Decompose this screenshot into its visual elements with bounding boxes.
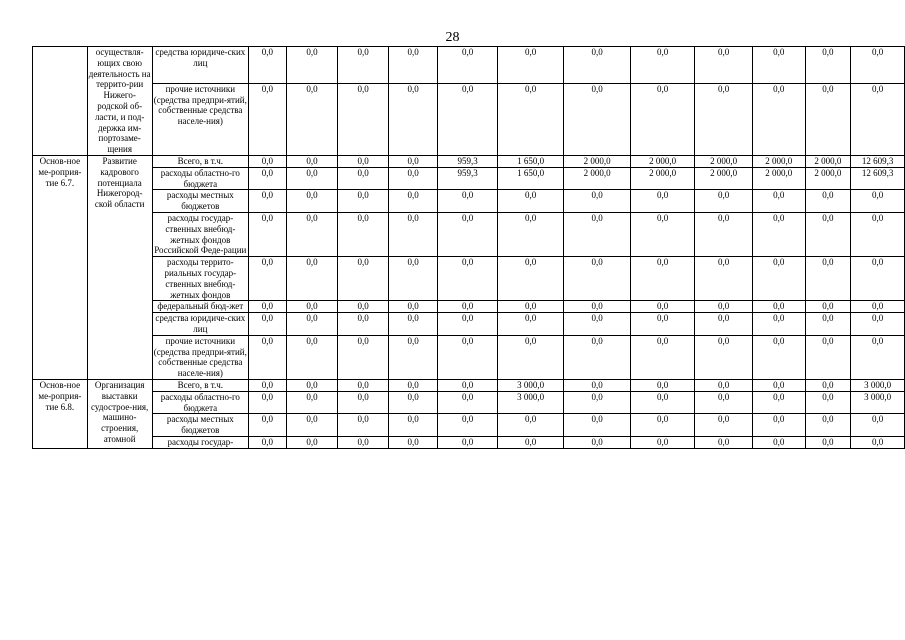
value-cell: 12 609,3 [851,167,905,190]
value-cell: 2 000,0 [752,155,805,167]
value-cell: 0,0 [388,47,438,84]
value-cell: 0,0 [752,436,805,448]
value-cell: 0,0 [497,190,563,213]
value-cell: 0,0 [695,379,753,391]
funding-source-label: Всего, в т.ч. [152,155,248,167]
value-cell: 0,0 [805,83,851,155]
value-cell: 0,0 [249,257,287,301]
value-cell: 0,0 [249,379,287,391]
value-cell: 0,0 [286,335,338,379]
value-cell: 0,0 [851,436,905,448]
funding-source-label: расходы местных бюджетов [152,414,248,437]
value-cell: 2 000,0 [630,167,694,190]
value-cell: 0,0 [851,47,905,84]
value-cell: 0,0 [805,301,851,313]
value-cell: 0,0 [286,379,338,391]
value-cell: 0,0 [752,257,805,301]
value-cell: 0,0 [388,167,438,190]
value-cell: 2 000,0 [564,167,630,190]
value-cell: 0,0 [630,190,694,213]
value-cell: 0,0 [438,391,498,414]
measure-code: Основ-ное ме-роприя-тие 6.7. [33,155,88,379]
table-row [33,414,905,437]
value-cell: 0,0 [630,335,694,379]
value-cell: 0,0 [695,212,753,256]
value-cell: 0,0 [338,257,389,301]
funding-source-label: расходы областно-го бюджета [152,391,248,414]
value-cell: 0,0 [388,155,438,167]
table-row [33,335,905,379]
value-cell: 0,0 [695,391,753,414]
value-cell: 0,0 [388,83,438,155]
value-cell: 0,0 [630,257,694,301]
value-cell: 0,0 [249,414,287,437]
value-cell: 0,0 [249,212,287,256]
value-cell: 0,0 [286,257,338,301]
value-cell: 0,0 [695,335,753,379]
funding-source-label: расходы государ-ственных внебюд-жетных фондов Российской Феде-рации [152,212,248,256]
value-cell: 0,0 [564,83,630,155]
funding-source-label: расходы террито-риальных государ-ственных внебюд-жетных фондов [152,257,248,301]
value-cell: 0,0 [805,257,851,301]
value-cell: 959,3 [438,155,498,167]
value-cell: 0,0 [388,301,438,313]
value-cell: 0,0 [338,155,389,167]
value-cell: 0,0 [630,301,694,313]
value-cell: 0,0 [564,436,630,448]
funding-source-label: федеральный бюд-жет [152,301,248,313]
table-row [33,391,905,414]
value-cell: 0,0 [338,301,389,313]
value-cell: 0,0 [695,190,753,213]
value-cell: 0,0 [438,47,498,84]
value-cell: 0,0 [249,436,287,448]
table-row [33,212,905,256]
value-cell: 0,0 [497,212,563,256]
value-cell: 0,0 [286,313,338,336]
value-cell: 0,0 [388,212,438,256]
value-cell: 0,0 [388,414,438,437]
funding-source-label: Всего, в т.ч. [152,379,248,391]
value-cell: 0,0 [497,83,563,155]
value-cell: 0,0 [497,47,563,84]
measure-name: Развитие кадрового потенциала Нижегород-ской области [87,155,152,379]
value-cell: 0,0 [438,379,498,391]
value-cell: 0,0 [752,83,805,155]
value-cell: 0,0 [338,313,389,336]
value-cell: 0,0 [851,313,905,336]
table-row [33,167,905,190]
value-cell: 0,0 [805,391,851,414]
value-cell: 0,0 [388,335,438,379]
value-cell: 2 000,0 [752,167,805,190]
value-cell: 0,0 [630,436,694,448]
value-cell: 0,0 [286,155,338,167]
value-cell: 0,0 [338,190,389,213]
value-cell: 0,0 [805,335,851,379]
value-cell: 0,0 [805,47,851,84]
table-row [33,83,905,155]
value-cell: 0,0 [388,379,438,391]
value-cell: 0,0 [438,212,498,256]
value-cell: 0,0 [564,212,630,256]
value-cell: 2 000,0 [695,167,753,190]
funding-source-label: прочие источники (средства предпри-ятий, собственные средства населе-ния) [152,83,248,155]
value-cell: 2 000,0 [805,155,851,167]
value-cell: 0,0 [752,301,805,313]
value-cell: 0,0 [438,313,498,336]
value-cell: 0,0 [286,212,338,256]
value-cell: 0,0 [497,257,563,301]
table-row [33,47,905,84]
value-cell: 0,0 [752,313,805,336]
value-cell: 0,0 [249,335,287,379]
value-cell: 0,0 [249,391,287,414]
value-cell: 0,0 [564,414,630,437]
value-cell: 0,0 [630,212,694,256]
value-cell: 0,0 [805,313,851,336]
value-cell: 0,0 [338,414,389,437]
value-cell: 0,0 [695,414,753,437]
value-cell: 0,0 [851,301,905,313]
value-cell: 0,0 [438,301,498,313]
value-cell: 0,0 [564,190,630,213]
table-row [33,155,905,167]
value-cell: 0,0 [851,190,905,213]
value-cell: 3 000,0 [497,391,563,414]
value-cell: 0,0 [286,167,338,190]
value-cell: 0,0 [388,391,438,414]
value-cell: 0,0 [338,83,389,155]
value-cell: 0,0 [388,313,438,336]
value-cell: 1 650,0 [497,155,563,167]
measure-name: Организация выставки судострое-ния, машино-строения, атомной [87,379,152,448]
value-cell: 0,0 [630,47,694,84]
value-cell: 0,0 [249,167,287,190]
value-cell: 0,0 [249,301,287,313]
budget-table [32,46,905,449]
value-cell: 0,0 [695,83,753,155]
value-cell: 0,0 [438,190,498,213]
measure-name: осуществля-ющих свою деятельность на террито-рии Нижего-родской об-ласти, и под-держка им-портозаме-щения [88,47,151,155]
value-cell: 3 000,0 [851,391,905,414]
value-cell: 0,0 [438,83,498,155]
value-cell: 0,0 [805,212,851,256]
value-cell: 1 650,0 [497,167,563,190]
value-cell: 0,0 [752,379,805,391]
value-cell: 0,0 [695,257,753,301]
value-cell: 0,0 [497,335,563,379]
value-cell: 0,0 [438,257,498,301]
value-cell: 0,0 [752,212,805,256]
value-cell: 0,0 [564,335,630,379]
value-cell: 0,0 [752,391,805,414]
value-cell: 3 000,0 [851,379,905,391]
value-cell: 959,3 [438,167,498,190]
value-cell: 0,0 [805,190,851,213]
measure-code: Основ-ное ме-роприя-тие 6.8. [33,379,88,448]
value-cell: 0,0 [564,391,630,414]
value-cell: 0,0 [851,335,905,379]
value-cell: 0,0 [695,436,753,448]
value-cell: 0,0 [338,391,389,414]
value-cell: 2 000,0 [564,155,630,167]
value-cell: 0,0 [338,335,389,379]
value-cell: 0,0 [286,190,338,213]
value-cell: 0,0 [249,47,287,84]
value-cell: 0,0 [388,190,438,213]
value-cell: 0,0 [564,47,630,84]
value-cell: 0,0 [752,335,805,379]
value-cell: 0,0 [695,301,753,313]
value-cell: 0,0 [338,379,389,391]
value-cell: 0,0 [564,313,630,336]
value-cell: 0,0 [497,414,563,437]
table-row [33,436,905,448]
value-cell: 0,0 [851,83,905,155]
table-row [33,313,905,336]
funding-source-label: средства юридиче-ских лиц [152,313,248,336]
funding-source-label: средства юридиче-ских лиц [152,47,248,84]
value-cell: 0,0 [286,47,338,84]
value-cell: 0,0 [564,301,630,313]
table-row [33,379,905,391]
value-cell: 2 000,0 [805,167,851,190]
value-cell: 0,0 [286,83,338,155]
value-cell: 0,0 [630,414,694,437]
value-cell: 0,0 [752,47,805,84]
value-cell: 0,0 [805,436,851,448]
value-cell: 0,0 [388,436,438,448]
table-row [33,257,905,301]
value-cell: 2 000,0 [630,155,694,167]
value-cell: 0,0 [438,414,498,437]
value-cell: 2 000,0 [695,155,753,167]
value-cell: 0,0 [630,83,694,155]
value-cell: 0,0 [338,47,389,84]
value-cell: 0,0 [805,414,851,437]
value-cell: 0,0 [438,335,498,379]
funding-source-label: расходы государ- [152,436,248,448]
value-cell: 12 609,3 [851,155,905,167]
table-row [33,301,905,313]
value-cell: 0,0 [249,155,287,167]
value-cell: 0,0 [695,47,753,84]
funding-source-label: прочие источники (средства предпри-ятий, собственные средства населе-ния) [153,335,247,379]
value-cell: 0,0 [497,313,563,336]
value-cell: 0,0 [497,436,563,448]
value-cell: 0,0 [249,83,287,155]
value-cell: 0,0 [286,436,338,448]
value-cell: 0,0 [564,379,630,391]
value-cell: 0,0 [388,257,438,301]
value-cell: 0,0 [805,379,851,391]
value-cell: 0,0 [338,212,389,256]
funding-source-label: расходы областно-го бюджета [152,167,248,190]
value-cell: 0,0 [286,391,338,414]
value-cell: 0,0 [630,379,694,391]
value-cell: 0,0 [630,313,694,336]
value-cell: 0,0 [851,212,905,256]
value-cell: 0,0 [286,414,338,437]
value-cell: 3 000,0 [497,379,563,391]
funding-source-label: расходы местных бюджетов [152,190,248,213]
value-cell: 0,0 [286,301,338,313]
value-cell: 0,0 [851,414,905,437]
value-cell: 0,0 [752,414,805,437]
value-cell: 0,0 [249,190,287,213]
value-cell: 0,0 [851,257,905,301]
value-cell: 0,0 [338,167,389,190]
value-cell: 0,0 [752,190,805,213]
value-cell: 0,0 [564,257,630,301]
value-cell: 0,0 [249,313,287,336]
table-row [33,190,905,213]
value-cell: 0,0 [630,391,694,414]
value-cell: 0,0 [695,313,753,336]
value-cell: 0,0 [438,436,498,448]
value-cell: 0,0 [338,436,389,448]
page-number: 28 [445,30,460,45]
measure-code [33,47,88,156]
value-cell: 0,0 [497,301,563,313]
